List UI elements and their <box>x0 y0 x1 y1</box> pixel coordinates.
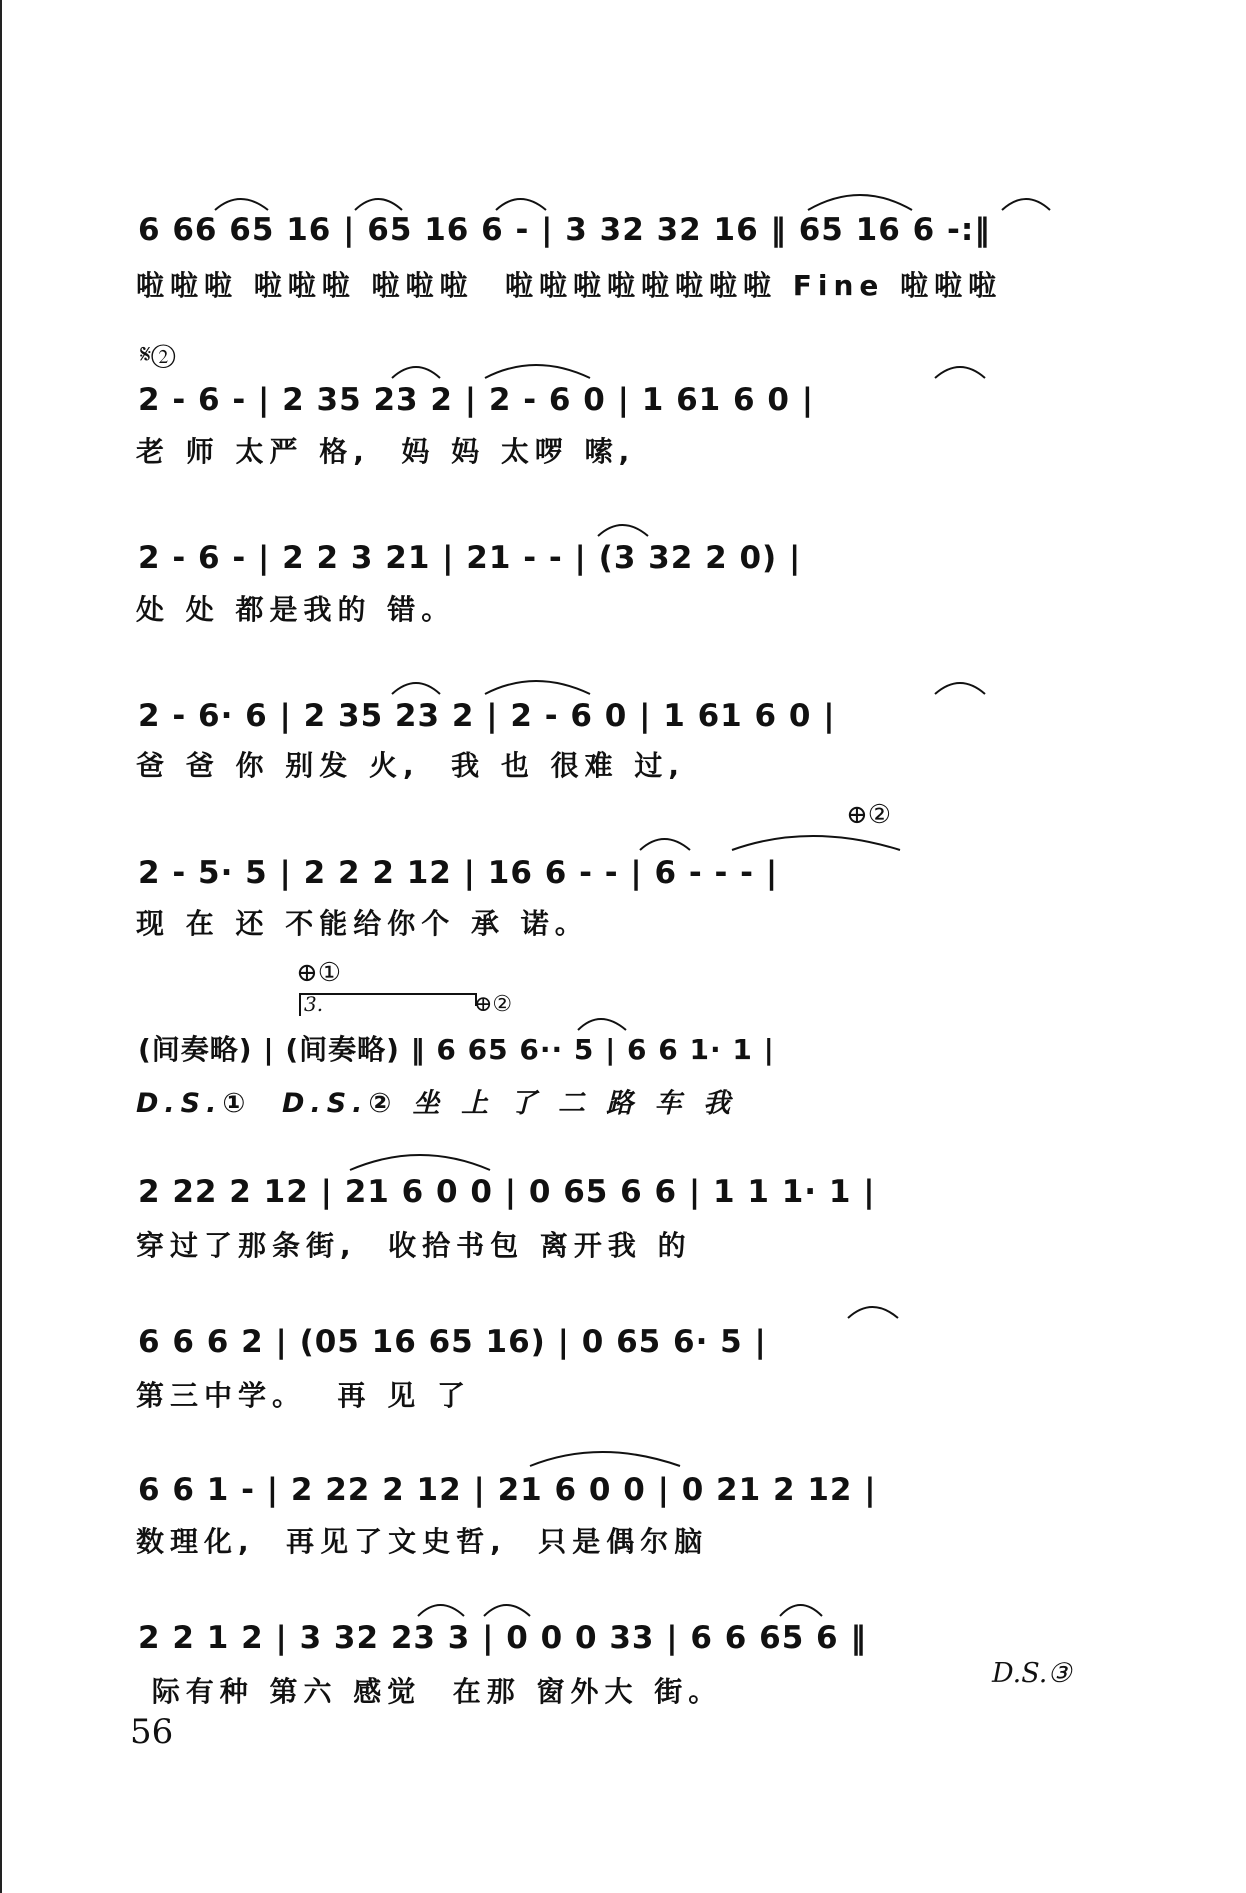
page-number: 56 <box>130 1712 174 1752</box>
lyric-line-2: 老 师 太严 格, 妈 妈 太啰 嗦, <box>136 435 636 468</box>
notation-line-9: 6 6 1 - | 2 22 2 12 | 21 6 0 0 | 0 21 2 12 | <box>138 1472 877 1508</box>
lyric-line-4: 爸 爸 你 别发 火, 我 也 很难 过, <box>136 749 686 782</box>
notation-line-6: (间奏略) | (间奏略) ‖ 6 65 6·· 5 | 6 6 1· 1 | <box>138 1033 775 1066</box>
coda-marker-1: ⊕① <box>296 958 342 988</box>
lyric-line-8: 第三中学。 再 见 了 <box>136 1379 471 1412</box>
notation-line-5: 2 - 5· 5 | 2 2 2 12 | 16 6 - - | 6 - - - | <box>138 855 779 891</box>
notation-line-3: 2 - 6 - | 2 2 3 21 | 21 - - | (3 32 2 0) | <box>138 540 802 576</box>
notation-line-8: 6 6 6 2 | (05 16 65 16) | 0 65 6· 5 | <box>138 1324 767 1360</box>
notation-line-4: 2 - 6· 6 | 2 35 23 2 | 2 - 6 0 | 1 61 6 0 | <box>138 698 836 734</box>
lyric-line-1: 啦啦啦 啦啦啦 啦啦啦 啦啦啦啦啦啦啦啦 Fine 啦啦啦 <box>136 269 1003 302</box>
lyric-line-6: D.S.① D.S.② 坐 上 了 二 路 车 我 <box>136 1088 737 1119</box>
notation-line-10: 2 2 1 2 | 3 32 23 3 | 0 0 0 33 | 6 6 65 6 ‖ <box>138 1620 867 1656</box>
coda-marker-2: ⊕② <box>846 800 892 830</box>
coda-marker-2-b: ⊕② <box>474 992 513 1017</box>
page-left-edge <box>0 0 2 1893</box>
lyric-line-3: 处 处 都是我的 错。 <box>136 593 456 626</box>
lyric-line-10: 际有种 第六 感觉 在那 窗外大 街。 <box>136 1675 723 1708</box>
volta-ending-3: 3. <box>304 992 324 1016</box>
lyric-line-9: 数理化, 再见了文史哲, 只是偶尔脑 <box>136 1525 709 1558</box>
notation-line-1: 6 66 65 16 | 65 16 6 - | 3 32 32 16 ‖ 65 16 6 -:‖ <box>138 212 991 248</box>
volta-bracket <box>300 994 476 1016</box>
notation-line-7: 2 22 2 12 | 21 6 0 0 | 0 65 6 6 | 1 1 1· 1 | <box>138 1174 876 1210</box>
segno-marker-2: 𝄋② <box>140 340 176 370</box>
notation-line-2: 2 - 6 - | 2 35 23 2 | 2 - 6 0 | 1 61 6 0 | <box>138 382 815 418</box>
lyric-line-7: 穿过了那条街, 收拾书包 离开我 的 <box>136 1229 692 1262</box>
lyric-line-5: 现 在 还 不能给你个 承 诺。 <box>136 907 589 940</box>
ds-marker-3: D.S.③ <box>992 1658 1072 1689</box>
